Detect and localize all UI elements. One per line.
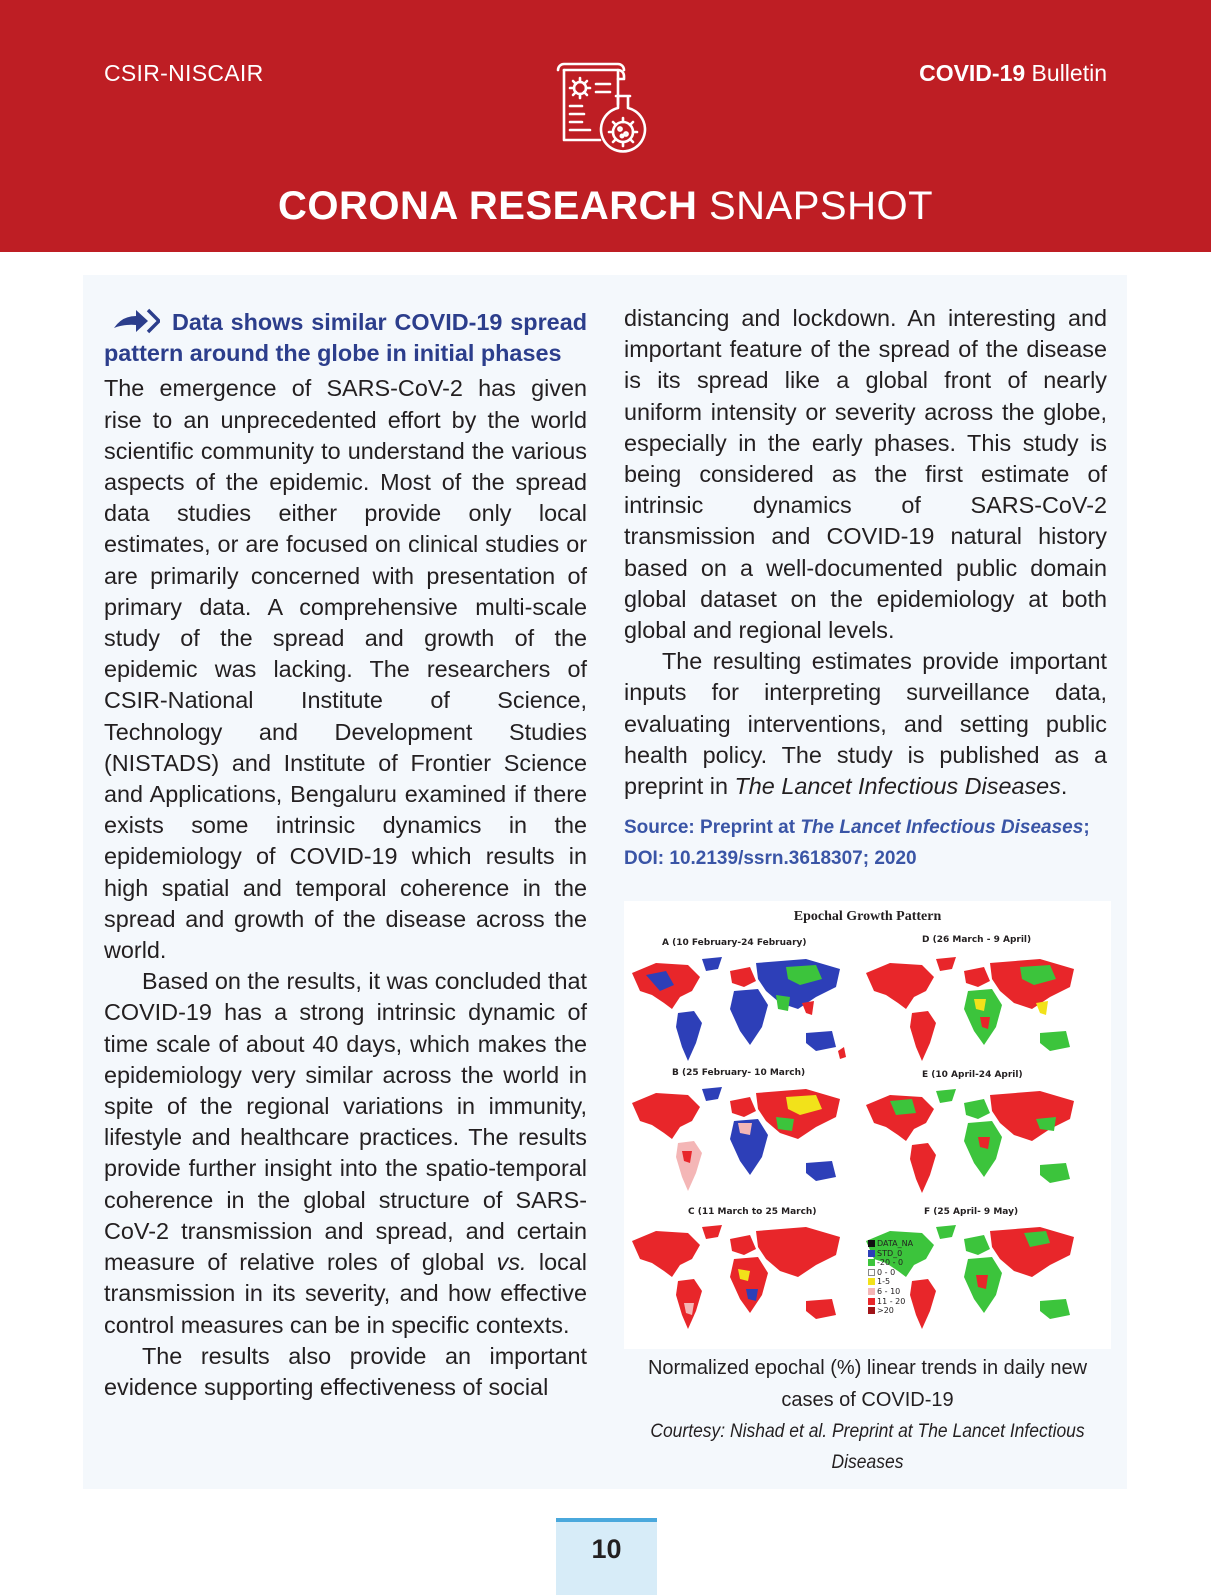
map-label-e: E (10 April-24 April) — [922, 1070, 1023, 1080]
paragraph-3-start: The results also provide an important evidence supporting effectiveness of social — [104, 1342, 587, 1400]
figure-title: Epochal Growth Pattern — [793, 909, 942, 924]
map-label-c: C (11 March to 25 March) — [688, 1207, 817, 1217]
figure-courtesy: Courtesy: Nishad et al. Preprint at The Lancet Infectious Diseases — [650, 1421, 1085, 1473]
world-map-b — [626, 1081, 854, 1199]
legend-item: STD_0 — [868, 1249, 913, 1259]
paragraph-3-end: distancing and lockdown. An interesting and important feature of the spread of the disease is its spread like a global front of nearly uniform intensity or severity across the globe, especially in the early phases. This study is being considered as the first estimate of intrinsic dynamics of SARS-CoV-2 transmission and COVID-19 natural history based on a well-documented public domain global dataset on the epidemiology at both global and regional levels. — [624, 305, 1107, 644]
legend-item: 1-5 — [868, 1277, 913, 1287]
world-map-d — [860, 951, 1088, 1069]
article-headline: Data shows similar COVID-19 spread pattern around the globe in initial phases — [104, 309, 587, 367]
paragraph-1: The emergence of SARS-CoV-2 has given rise to an unprecedented effort by the world scientific community to understand the various aspects of the epidemic. Most of the spread data studies either provide only local estimates, or are focused on clinical studies or are primarily concerned with presentation of primary data. A comprehensive multi-scale study of the spread and growth of the epidemic was lacking. The researchers of CSIR-National Institute of Science, Technology and Development Studies (NISTADS) and Institute of Frontier Science and Applications, Bengaluru examined if there exists some intrinsic dynamics in the epidemiology of COVID-19 which results in high spatial and temporal coherence in the spread and growth of the disease across the world. — [104, 375, 587, 964]
world-map-a — [626, 951, 854, 1069]
map-label-b: B (25 February- 10 March) — [672, 1068, 806, 1078]
epochal-growth-figure — [624, 901, 1111, 1349]
legend-item: -20 - 0 — [868, 1258, 913, 1268]
map-label-f: F (25 April- 9 May) — [924, 1207, 1019, 1217]
map-legend — [868, 1239, 913, 1316]
figure-caption: Normalized epochal (%) linear trends in daily new cases of COVID-19 — [647, 1357, 1088, 1411]
world-map-e — [860, 1083, 1088, 1201]
page-header — [0, 0, 1211, 252]
legend-item: 6 - 10 — [868, 1287, 913, 1297]
paragraph-2: Based on the results, it was concluded that COVID-19 has a strong intrinsic dynamic of time scale of about 40 days, which makes the epidemiology very similar across the world in spite of the regional variations in immunity, lifestyle and healthcare practices. The results provide further insight into the spatio-temporal coherence in the global structure of SARS-CoV-2 transmission and spread, and certain measure of relative roles of global vs. local transmission in its severity, and how effective control measures can be in specific contexts. — [104, 968, 588, 1338]
map-label-a: A (10 February-24 February) — [662, 938, 807, 948]
world-map-c — [626, 1219, 854, 1337]
legend-item: >20 — [868, 1306, 913, 1316]
map-label-d: D (26 March - 9 April) — [922, 935, 1032, 945]
legend-item: 0 - 0 — [868, 1268, 913, 1278]
org-name: CSIR-NISCAIR — [104, 60, 264, 86]
legend-item: DATA_NA — [868, 1239, 913, 1249]
bulletin-name: COVID-19 Bulletin — [919, 60, 1107, 86]
left-column — [104, 307, 587, 1403]
legend-item: 11 - 20 — [868, 1297, 913, 1307]
research-virus-icon — [556, 62, 656, 160]
right-column — [624, 303, 1107, 874]
source-citation: Source: Preprint at The Lancet Infectious Diseases; DOI: 10.2139/ssrn.3618307; 2020 — [624, 817, 1090, 870]
section-title: CORONA RESEARCH SNAPSHOT — [277, 184, 934, 228]
double-arrow-icon — [112, 308, 160, 334]
page-number: 10 — [591, 1534, 622, 1564]
paragraph-4: The resulting estimates provide important inputs for interpreting surveillance data, evaluating interventions, and setting public health policy. The study is published as a preprint in The Lancet Infectious Diseases. — [624, 648, 1107, 800]
